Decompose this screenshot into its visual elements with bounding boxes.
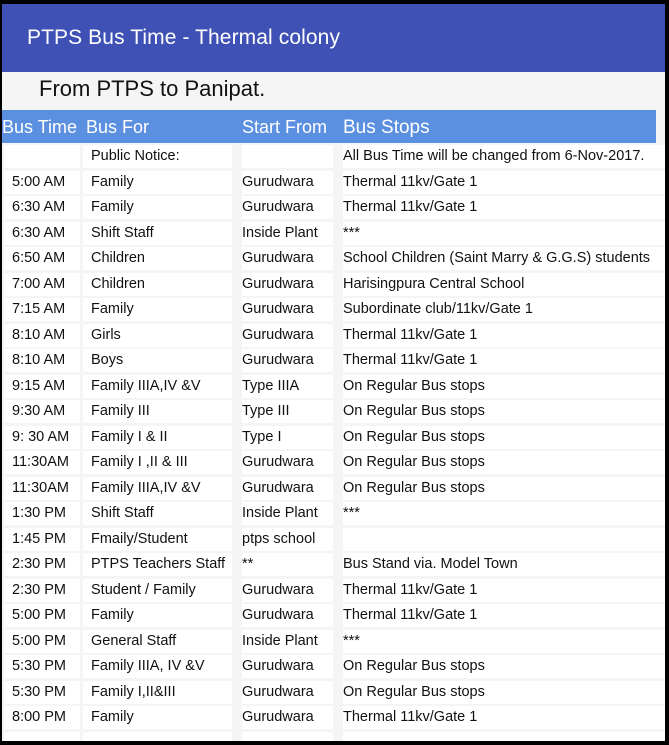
table-row (2, 297, 665, 323)
table-row (2, 731, 665, 742)
app-bar (2, 4, 665, 72)
start-from-cell: Gurudwara (242, 477, 333, 500)
start-from-cell: Gurudwara (242, 579, 333, 602)
start-from-cell: Inside Plant (242, 502, 333, 525)
route-title: From PTPS to Panipat. (39, 76, 266, 101)
header-start-from: Start From (242, 117, 328, 137)
start-from-cell (242, 732, 333, 742)
bus-stops-cell: Bus Stand via. Model Town (343, 553, 665, 576)
start-from-cell: Inside Plant (242, 630, 333, 653)
table-row (2, 476, 665, 502)
bus-for-cell: Family I,II&III (83, 681, 232, 704)
start-from-cell: Gurudwara (242, 706, 333, 729)
table-row (2, 425, 665, 451)
bus-time-cell: 7:00 AM (4, 273, 80, 296)
table-header (2, 110, 656, 143)
table-row (2, 374, 665, 400)
table-row (2, 680, 665, 706)
bus-stops-cell: On Regular Bus stops (343, 400, 665, 423)
table-row (2, 527, 665, 553)
table-row (2, 323, 665, 349)
bus-for-cell: Family IIIA,IV &V (83, 375, 232, 398)
table-row (2, 399, 665, 425)
start-from-cell: Gurudwara (242, 171, 333, 194)
bus-time-cell: 6:30 AM (4, 196, 80, 219)
bus-for-cell: PTPS Teachers Staff (83, 553, 232, 576)
bus-stops-cell: Thermal 11kv/Gate 1 (343, 706, 665, 729)
start-from-cell: ** (242, 553, 333, 576)
bus-stops-cell (343, 528, 665, 551)
start-from-cell: Inside Plant (242, 222, 333, 245)
bus-time-cell: 8:10 AM (4, 324, 80, 347)
bus-time-cell: 6:50 AM (4, 247, 80, 270)
bus-for-cell: Family IIIA, IV &V (83, 655, 232, 678)
bus-stops-cell: Subordinate club/11kv/Gate 1 (343, 298, 665, 321)
table-row (2, 705, 665, 731)
bus-stops-cell: Harisingpura Central School (343, 273, 665, 296)
start-from-cell: Gurudwara (242, 681, 333, 704)
start-from-cell (242, 145, 333, 168)
bus-for-cell: Family (83, 298, 232, 321)
bus-time-cell: 5:30 PM (4, 655, 80, 678)
bus-for-cell: Boys (83, 349, 232, 372)
table-row (2, 246, 665, 272)
bus-for-cell: Family (83, 196, 232, 219)
bus-time-cell: 8:10 AM (4, 349, 80, 372)
bus-stops-cell: All Bus Time will be changed from 6-Nov-2017. (343, 145, 665, 168)
bus-time-cell: 2:30 PM (4, 579, 80, 602)
bus-for-cell: Girls (83, 324, 232, 347)
bus-stops-cell: On Regular Bus stops (343, 477, 665, 500)
bus-for-cell: Family III (83, 400, 232, 423)
table-row (2, 654, 665, 680)
bus-time-cell (4, 145, 80, 168)
bus-time-cell (4, 732, 80, 742)
start-from-cell: Gurudwara (242, 196, 333, 219)
bus-for-cell: General Staff (83, 630, 232, 653)
bus-stops-cell: Thermal 11kv/Gate 1 (343, 324, 665, 347)
bus-time-cell: 5:00 PM (4, 630, 80, 653)
bus-stops-cell: Thermal 11kv/Gate 1 (343, 171, 665, 194)
bus-time-cell: 9: 30 AM (4, 426, 80, 449)
bus-stops-cell: School Children (Saint Marry & G.G.S) students (343, 247, 665, 270)
bus-for-cell (83, 732, 232, 742)
bus-for-cell: Family (83, 171, 232, 194)
start-from-cell: Type IIIA (242, 375, 333, 398)
header-bus-for: Bus For (86, 117, 150, 137)
bus-stops-cell: Thermal 11kv/Gate 1 (343, 196, 665, 219)
table-row (2, 603, 665, 629)
table-row (2, 578, 665, 604)
bus-for-cell: Shift Staff (83, 502, 232, 525)
bus-for-cell: Family (83, 604, 232, 627)
bus-time-cell: 1:30 PM (4, 502, 80, 525)
table-row (2, 501, 665, 527)
start-from-cell: Type I (242, 426, 333, 449)
bus-stops-cell: Thermal 11kv/Gate 1 (343, 579, 665, 602)
start-from-cell: Gurudwara (242, 298, 333, 321)
table-row (2, 221, 665, 247)
bus-time-cell: 11:30AM (4, 451, 80, 474)
bus-stops-cell: Thermal 11kv/Gate 1 (343, 349, 665, 372)
bus-stops-cell: *** (343, 222, 665, 245)
bus-for-cell: Family I ,II & III (83, 451, 232, 474)
bus-for-cell: Children (83, 247, 232, 270)
bus-stops-cell: Thermal 11kv/Gate 1 (343, 604, 665, 627)
bus-time-cell: 5:30 PM (4, 681, 80, 704)
bus-time-cell: 11:30AM (4, 477, 80, 500)
bus-time-cell: 1:45 PM (4, 528, 80, 551)
start-from-cell: Type III (242, 400, 333, 423)
header-bus-stops: Bus Stops (343, 117, 430, 138)
start-from-cell: Gurudwara (242, 451, 333, 474)
bus-for-cell: Children (83, 273, 232, 296)
bus-for-cell: Family I & II (83, 426, 232, 449)
bus-for-cell: Student / Family (83, 579, 232, 602)
bus-time-cell: 5:00 AM (4, 171, 80, 194)
table-row (2, 629, 665, 655)
start-from-cell: Gurudwara (242, 324, 333, 347)
table-row (2, 272, 665, 298)
start-from-cell: Gurudwara (242, 247, 333, 270)
bus-for-cell: Shift Staff (83, 222, 232, 245)
table-row (2, 170, 665, 196)
table-row (2, 348, 665, 374)
bus-stops-cell: On Regular Bus stops (343, 375, 665, 398)
start-from-cell: Gurudwara (242, 273, 333, 296)
bus-for-cell: Public Notice: (83, 145, 232, 168)
app-screen (2, 4, 665, 741)
bus-for-cell: Family IIIA,IV &V (83, 477, 232, 500)
bus-time-cell: 8:00 PM (4, 706, 80, 729)
app-title: PTPS Bus Time - Thermal colony (27, 26, 341, 49)
bus-stops-cell: On Regular Bus stops (343, 426, 665, 449)
start-from-cell: ptps school (242, 528, 333, 551)
bus-time-cell: 2:30 PM (4, 553, 80, 576)
bus-stops-cell (343, 732, 665, 742)
start-from-cell: Gurudwara (242, 655, 333, 678)
bus-time-cell: 9:15 AM (4, 375, 80, 398)
start-from-cell: Gurudwara (242, 349, 333, 372)
table-row (2, 552, 665, 578)
bus-timetable (2, 144, 665, 741)
bus-stops-cell: On Regular Bus stops (343, 681, 665, 704)
table-row (2, 144, 665, 170)
bus-stops-cell: On Regular Bus stops (343, 451, 665, 474)
start-from-cell: Gurudwara (242, 604, 333, 627)
table-row (2, 195, 665, 221)
bus-time-cell: 7:15 AM (4, 298, 80, 321)
table-row (2, 450, 665, 476)
bus-for-cell: Family (83, 706, 232, 729)
bus-stops-cell: On Regular Bus stops (343, 655, 665, 678)
bus-stops-cell: *** (343, 630, 665, 653)
header-bus-time: Bus Time (2, 117, 78, 137)
bus-time-cell: 9:30 AM (4, 400, 80, 423)
bus-time-cell: 6:30 AM (4, 222, 80, 245)
bus-time-cell: 5:00 PM (4, 604, 80, 627)
bus-for-cell: Fmaily/Student (83, 528, 232, 551)
bus-stops-cell: *** (343, 502, 665, 525)
